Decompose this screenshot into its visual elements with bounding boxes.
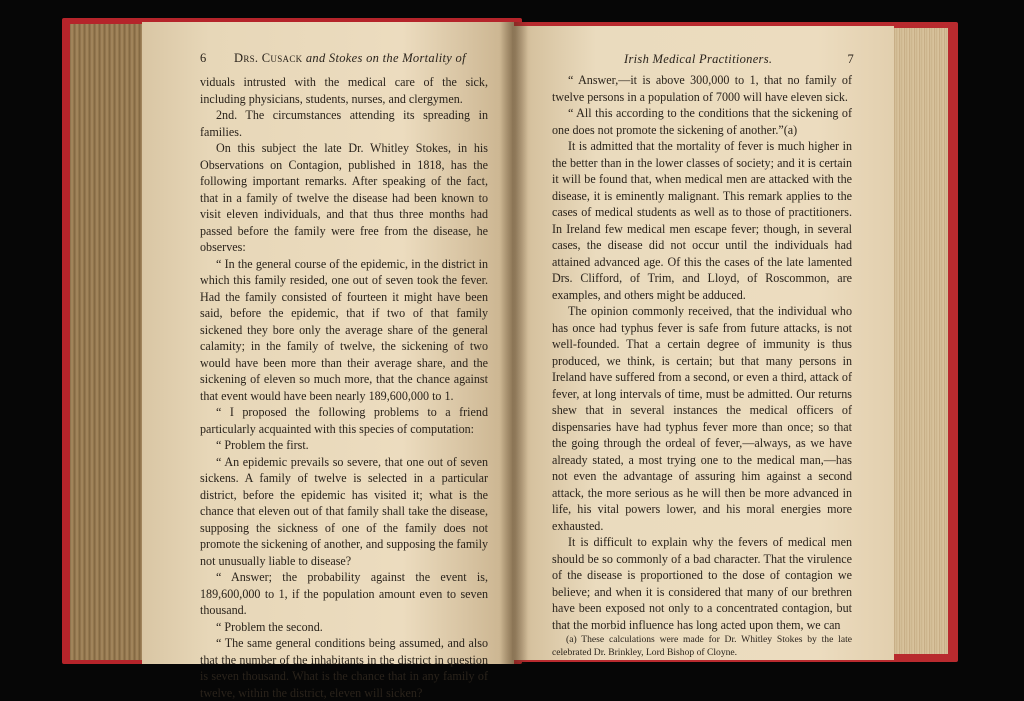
quotation-paragraph: “ In the general course of the epidemic, in the district in which this family resided, one out of seven took the fever. Had the family consisted of fourteen it might have been said, before the epidemic, that if two of that family sickened they bore only the average share of the general calamity; in the family of twelve, the sickening of two would have been more than their average share, and the sickening of eleven so much more, that the chance against that event would have been nearly 189,600,000 to 1. (200, 256, 488, 403)
paragraph: 2nd. The circumstances attending its spreading in families. (200, 108, 488, 139)
right-page-edges (890, 28, 948, 654)
quotation-paragraph: “ An epidemic prevails so severe, that one out of seven sickens. A family of twelve is selected in a particular district, before the epidemic has visited it; what is the chance that eleven out of that family shall take the disease, supposing the sickness of one of the family does not promote the sickening of another, and supposing the family not unusually liable to disease? (200, 454, 488, 568)
right-running-title: Irish Medical Practitioners. (624, 52, 773, 66)
left-page-edges (70, 24, 144, 660)
quotation-paragraph: “ I proposed the following problems to a friend particularly acquainted with this species of computation: (200, 405, 488, 436)
right-page-number: 7 (847, 52, 854, 66)
quotation-paragraph: “ The same general conditions being assumed, and also that the number of the inhabitants in the district in question is seven thousand. What is the chance that in any family of twelve, within the district, eleven will sicken? (200, 636, 488, 700)
quotation-paragraph: “ Problem the first. (216, 438, 309, 452)
paragraph: It is admitted that the mortality of fever is much higher in the better than in the lower classes of society; and it is certain it will be found that, when medical men are attacked with the disease, it is eminently malignant. This remark applies to the cases of medical students as well as to those of practitioners. In Ireland few medical men escape fever; though, in several cases, the disease did not occur until the individuals had attained advanced age. Of this the cases of the late lamented Drs. Clifford, of Trim, and Lloyd, of Roscommon, are examples, and others might be adduced. (552, 139, 852, 302)
paragraph: The opinion commonly received, that the individual who has once had typhus fever is safe from future attacks, is not well-founded. That a certain degree of immunity is thus produced, we think, is certain; but that many persons in Ireland have suffered from a second, or even a third, attack of fever, at long intervals of time, must be admitted. Our returns shew that in several instances the medical officers of dispensaries have had typhus fever more than once; so that the going through the ordeal of fever,—always, as we have already stated, a most trying one to the medical man,—has not even the advantage of assuring him against a second attack, the more serious as he will then be more advanced in life, his vital powers lower, and his moral energies more exhausted. (552, 304, 852, 533)
paragraph: viduals intrusted with the medical care of the sick, including physicians, students, nurses, and clergymen. (200, 75, 488, 106)
right-body-text (552, 72, 852, 659)
quotation-paragraph: “ Answer; the probability against the event is, 189,600,000 to 1, if the population amount even to seven thousand. (200, 570, 488, 617)
right-page (512, 26, 894, 660)
quotation-paragraph: “ Problem the second. (216, 619, 323, 634)
left-page (142, 22, 514, 700)
quotation-paragraph: “ Answer,—it is above 300,000 to 1, that no family of twelve persons in a population of 7000 will have eleven sick. (552, 73, 852, 104)
running-head-authors: Drs. Cusack (234, 51, 303, 65)
running-head-topic: and Stokes on the Mortality of (302, 51, 466, 65)
left-body-text (200, 74, 488, 701)
book-gutter (500, 22, 528, 664)
left-running-title (234, 50, 466, 67)
paragraph: It is difficult to explain why the fevers of medical men should be so commonly of a bad character. That the virulence of the disease is proportioned to the dose of contagion we believe; and when it is considered that many of our brethren have been exposed not only to a concentrated contagion, but that the morbid influence has long acted upon them, we can (552, 535, 852, 632)
quotation-paragraph: “ All this according to the conditions that the sickening of one does not promote the sickening of another.”(a) (552, 106, 852, 137)
left-page-number: 6 (200, 51, 207, 65)
paragraph: On this subject the late Dr. Whitley Stokes, in his Observations on Contagion, published in 1818, has the following important remarks. After speaking of the fact, that in a family of twelve the disease had been known to visit eleven individuals, and that thus three months had passed before the family were free from the disease, he observes: (200, 141, 488, 254)
footnote: (a) These calculations were made for Dr. Whitley Stokes by the late celebrated Dr. Brinkley, Lord Bishop of Cloyne. (552, 634, 852, 658)
